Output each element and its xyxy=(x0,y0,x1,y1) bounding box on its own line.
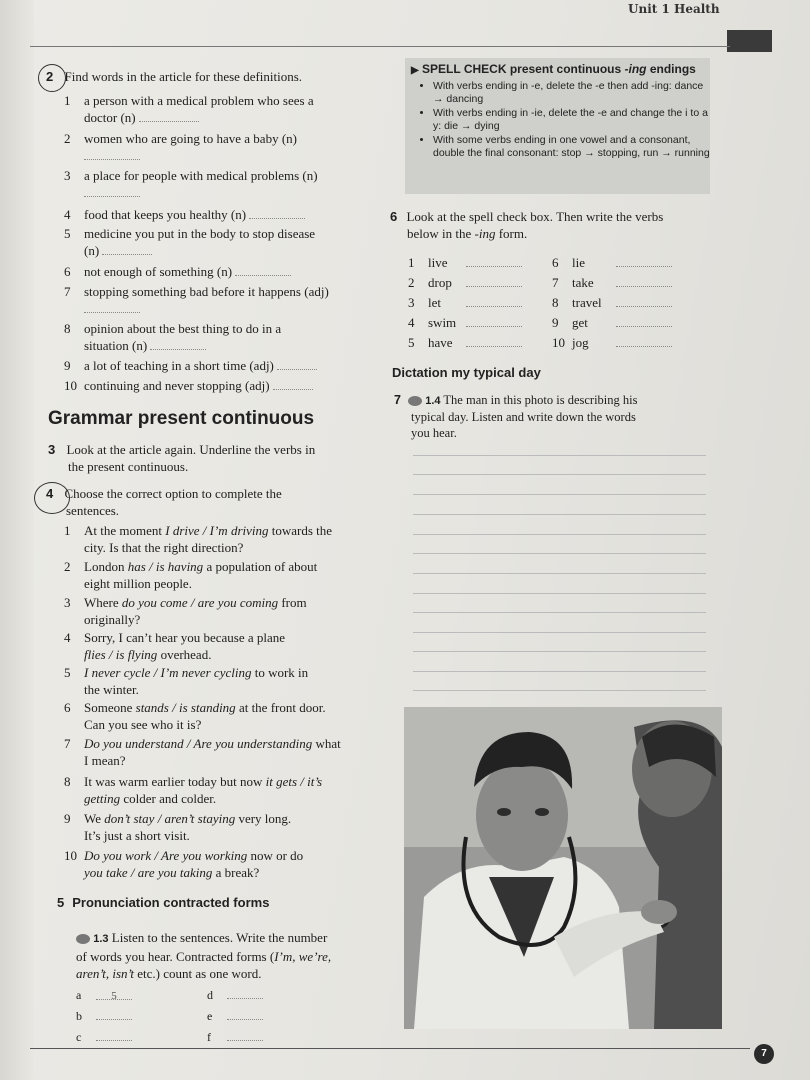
writing-line[interactable] xyxy=(413,690,706,691)
option-choice[interactable]: it gets / it’s xyxy=(265,774,323,789)
ex5-instruction: 1.3 Listen to the sentences. Write the number of words you hear. Contracted forms (I’m, we’re, aren’t, isn’t etc.) count as one word. xyxy=(76,930,332,981)
answer-blank[interactable] xyxy=(150,338,206,350)
ex2-item-5: 5 medicine you put in the body to stop disease (n) xyxy=(64,226,316,258)
answer-blank[interactable] xyxy=(139,110,199,122)
page-fold-shadow xyxy=(0,0,34,1080)
option-choice[interactable]: Do you work / Are you working xyxy=(84,848,248,863)
option-choice[interactable]: I drive / I’m driving xyxy=(165,523,269,538)
answer-blank[interactable] xyxy=(273,378,313,390)
unit-header: Unit 1 Health xyxy=(628,2,720,16)
ex5-title: 5 Pronunciation contracted forms xyxy=(57,895,270,910)
audio-cd-icon[interactable] xyxy=(408,396,422,406)
writing-line[interactable] xyxy=(413,474,706,475)
ex7-instruction: 7 1.4 The man in this photo is describing his typical day. Listen and write down the words you hear. xyxy=(394,393,638,440)
option-choice[interactable]: do you come / are you coming xyxy=(121,595,279,610)
ex4-heading: 4 Choose the correct option to complete the sentences. xyxy=(46,486,282,518)
ex6-heading: 6 Look at the spell check box. Then write the verbs below in the -ing form. xyxy=(390,209,664,241)
dictation-title: Dictation my typical day xyxy=(392,365,541,380)
page-number: 7 xyxy=(754,1044,774,1064)
option-choice[interactable]: stands / is standing xyxy=(135,700,236,715)
header-rule xyxy=(30,46,730,47)
answer-blank-a[interactable]: 5 xyxy=(96,988,132,1000)
ex2-item-10: 10 continuing and never stopping (adj) xyxy=(64,377,384,394)
answer-blank[interactable] xyxy=(616,315,672,327)
ex2-item-6: 6 not enough of something (n) xyxy=(64,263,384,280)
ex4-item-4: 4 Sorry, I can’t hear you because a plane flies / is flying overhead. xyxy=(64,630,286,662)
ex2-item-1: 1 a person with a medical problem who sees a doctor (n) xyxy=(64,93,314,125)
answer-blank-c[interactable] xyxy=(96,1029,132,1041)
option-choice[interactable]: Do you understand / Are you understanding xyxy=(84,736,313,751)
answer-blank-e[interactable] xyxy=(227,1008,263,1020)
spell-check-box xyxy=(405,58,710,194)
ex2-heading xyxy=(46,68,302,85)
answer-blank[interactable] xyxy=(616,275,672,287)
ex5-answers: a 5 d b e c f xyxy=(76,987,376,1050)
ex2-item-3: 3 a place for people with medical problems (n) xyxy=(64,167,384,201)
spell-rule: • With some verbs ending in one vowel and a consonant, double the final consonant: stop → stopping, run → running xyxy=(433,134,710,160)
ex4-item-3: 3 Where do you come / are you coming from originally? xyxy=(64,595,307,627)
ex2-item-9: 9 a lot of teaching in a short time (adj) xyxy=(64,357,384,374)
answer-blank[interactable] xyxy=(466,315,522,327)
doctor-illustration xyxy=(404,707,722,1029)
answer-blank[interactable] xyxy=(466,255,522,267)
answer-blank[interactable] xyxy=(84,148,140,160)
writing-line[interactable] xyxy=(413,553,706,554)
doctor-photo xyxy=(404,707,722,1029)
triangle-right-icon: ▶ xyxy=(411,65,419,76)
writing-line[interactable] xyxy=(413,514,706,515)
writing-line[interactable] xyxy=(413,671,706,672)
writing-line[interactable] xyxy=(413,534,706,535)
ex4-item-10: 10 Do you work / Are you working now or do you take / are you taking a break? xyxy=(64,848,304,880)
answer-blank[interactable] xyxy=(466,295,522,307)
footer-rule xyxy=(30,1048,750,1049)
header-tab xyxy=(727,30,772,52)
option-choice[interactable]: flies / is flying xyxy=(84,647,158,662)
answer-blank[interactable] xyxy=(277,358,317,370)
writing-line[interactable] xyxy=(413,494,706,495)
writing-line[interactable] xyxy=(413,593,706,594)
ex4-item-8: 8 It was warm earlier today but now it gets / it’s getting colder and colder. xyxy=(64,774,323,806)
audio-cd-icon[interactable] xyxy=(76,934,90,944)
ex4-item-7: 7 Do you understand / Are you understanding what I mean? xyxy=(64,736,341,768)
spell-rule: • With verbs ending in -e, delete the -e then add -ing: dance → dancing xyxy=(433,80,710,106)
ex6-verbs: 1 live 6 lie 2 drop 7 take 3 let 8 travel 4 swim 9 get 5 have 10 jog xyxy=(408,254,718,354)
ex2-item-7: 7 stopping something bad before it happens (adj) xyxy=(64,283,384,317)
ex4-number: 4 xyxy=(46,486,54,501)
ex2-item-4: 4 food that keeps you healthy (n) xyxy=(64,206,384,223)
answer-blank-d[interactable] xyxy=(227,987,263,999)
answer-blank[interactable] xyxy=(249,207,305,219)
option-choice[interactable]: I never cycle / I’m never cycling xyxy=(84,665,252,680)
ex2-item-8: 8 opinion about the best thing to do in a situation (n) xyxy=(64,321,282,353)
writing-line[interactable] xyxy=(413,651,706,652)
answer-blank[interactable] xyxy=(102,243,152,255)
writing-line[interactable] xyxy=(413,612,706,613)
writing-line[interactable] xyxy=(413,573,706,574)
grammar-title: Grammar present continuous xyxy=(48,408,315,429)
spell-rule: • With verbs ending in -ie, delete the -e and change the i to a y: die → dying xyxy=(433,107,710,133)
writing-line[interactable] xyxy=(413,632,706,633)
answer-blank[interactable] xyxy=(466,275,522,287)
answer-blank[interactable] xyxy=(235,264,291,276)
writing-line[interactable] xyxy=(413,455,706,456)
ex4-item-6: 6 Someone stands / is standing at the front door. Can you see who it is? xyxy=(64,700,326,732)
answer-blank[interactable] xyxy=(84,185,140,197)
ex2-number: 2 xyxy=(46,69,54,84)
ex4-item-5: 5 I never cycle / I’m never cycling to work in the winter. xyxy=(64,665,309,697)
answer-blank[interactable] xyxy=(616,335,672,347)
option-choice[interactable]: has / is having xyxy=(127,559,204,574)
answer-blank[interactable] xyxy=(616,255,672,267)
answer-blank-f[interactable] xyxy=(227,1029,263,1041)
answer-blank-b[interactable] xyxy=(96,1008,132,1020)
ex3: 3 Look at the article again. Underline the verbs in the present continuous. xyxy=(48,442,316,474)
answer-blank[interactable] xyxy=(84,301,140,313)
ex3-number: 3 xyxy=(48,442,56,457)
answer-blank[interactable] xyxy=(616,295,672,307)
ex4-item-2: 2 London has / is having a population of about eight million people. xyxy=(64,559,318,591)
option-choice[interactable]: don’t stay / aren’t staying xyxy=(104,811,236,826)
answer-blank[interactable] xyxy=(466,335,522,347)
ex4-item-1: 1 At the moment I drive / I’m driving towards the city. Is that the right direction? xyxy=(64,523,333,555)
spell-check-title: ▶ SPELL CHECK present continuous -ing endings xyxy=(411,62,696,76)
ex2-instruction: Find words in the article for these definitions. xyxy=(64,69,303,84)
ex4-item-9: 9 We don’t stay / aren’t staying very long. It’s just a short visit. xyxy=(64,811,292,843)
option-choice[interactable]: you take / are you taking xyxy=(84,865,213,880)
ex2-item-2: 2 women who are going to have a baby (n) xyxy=(64,130,384,164)
